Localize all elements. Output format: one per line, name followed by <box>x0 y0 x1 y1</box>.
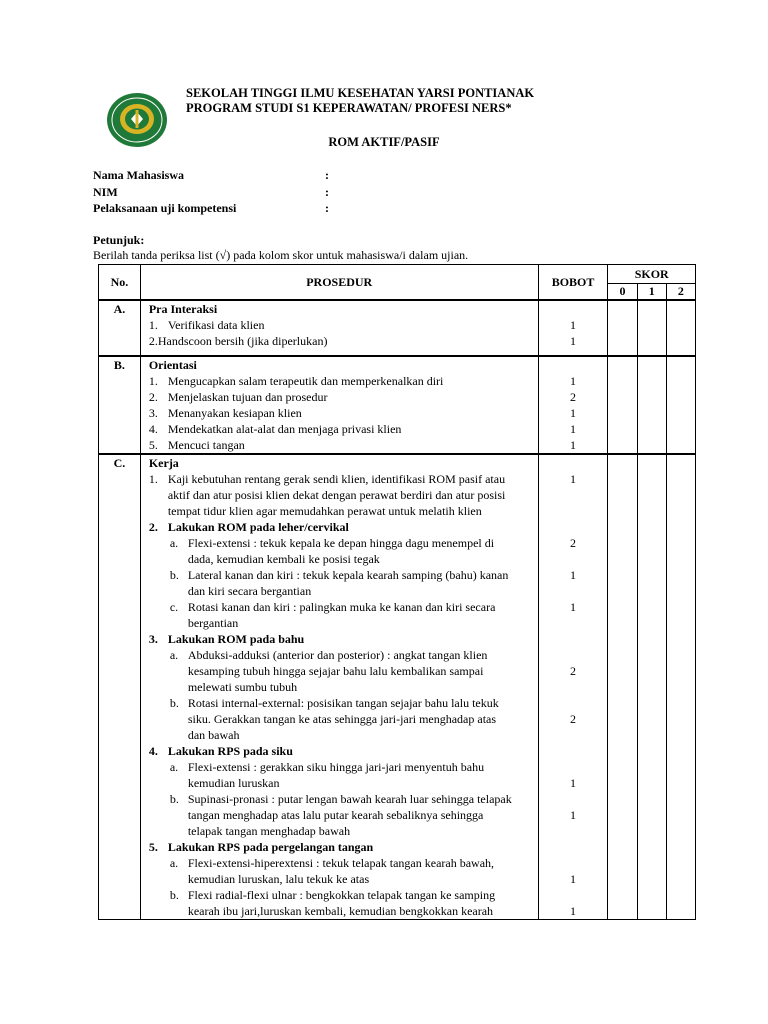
item-text: Mendekatkan alat-alat dan menjaga privasi klien <box>167 422 402 436</box>
student-info-fields <box>93 168 339 218</box>
list-item <box>141 421 538 437</box>
item-number: 2. <box>148 520 158 534</box>
institution-header <box>186 86 534 116</box>
sub-text-cont: kemudian luruskan, lalu tekuk ke atas <box>187 872 370 886</box>
header-prosedur: PROSEDUR <box>140 265 538 301</box>
item-title: Lakukan ROM pada leher/cervikal <box>167 520 349 534</box>
sub-text-cont: kemudian luruskan <box>187 776 280 790</box>
institution-name: SEKOLAH TINGGI ILMU KESEHATAN YARSI PONTIANAK <box>186 86 535 100</box>
sub-letter: a. <box>169 856 179 870</box>
item-number: 4. <box>148 422 158 436</box>
bobot-value: 1 <box>570 438 577 452</box>
sub-text-cont: kesamping tubuh hingga sejajar bahu lalu kembalikan sampai <box>187 664 484 678</box>
sub-text-cont: melewati sumbu tubuh <box>187 680 298 694</box>
skor-cell[interactable] <box>608 454 637 920</box>
field-label: Nama Mahasiswa <box>93 168 185 182</box>
sub-text-cont: dan bawah <box>187 728 240 742</box>
bobot-value: 1 <box>570 600 577 614</box>
item-number: 2. <box>148 390 158 404</box>
section-title: Orientasi <box>148 358 197 372</box>
item-title: Lakukan RPS pada pergelangan tangan <box>167 840 374 854</box>
bobot-value: 1 <box>570 808 577 822</box>
section-number: A. <box>99 300 141 356</box>
section-number: B. <box>99 356 141 454</box>
list-item <box>141 519 538 535</box>
bobot-value: 1 <box>570 472 577 486</box>
sub-text-cont: dan kiri secara bergantian <box>187 584 312 598</box>
item-text: Verifikasi data klien <box>167 318 265 332</box>
assessment-table <box>98 264 696 920</box>
sub-letter: b. <box>169 792 179 806</box>
skor-cell[interactable] <box>666 454 695 920</box>
bobot-value: 2 <box>570 712 577 726</box>
item-title: Lakukan ROM pada bahu <box>167 632 305 646</box>
list-item <box>141 631 538 647</box>
bobot-value: 1 <box>570 422 577 436</box>
table-row-section-a <box>99 300 696 356</box>
header-skor: SKOR <box>608 265 696 284</box>
field-row-pelaksanaan <box>93 201 339 218</box>
sub-item <box>141 759 538 775</box>
bobot-value: 1 <box>570 904 577 918</box>
skor-cell[interactable] <box>637 454 666 920</box>
bobot-value: 2 <box>570 390 577 404</box>
section-procedures <box>140 356 538 454</box>
item-text: Mengucapkan salam terapeutik dan memperkenalkan diri <box>167 374 444 388</box>
sub-item <box>141 535 538 551</box>
list-item <box>141 405 538 421</box>
item-number: 5. <box>148 840 158 854</box>
instructions-heading: Petunjuk: <box>93 233 145 247</box>
sub-text: Flexi-extensi-hiperextensi : tekuk telapak tangan kearah bawah, <box>187 856 495 870</box>
item-number: 1. <box>148 472 158 486</box>
header-skor-2: 2 <box>666 284 695 301</box>
table-row-section-b <box>99 356 696 454</box>
field-row-nama <box>93 168 339 185</box>
sub-text: Rotasi internal-external: posisikan tangan sejajar bahu lalu tekuk <box>187 696 499 710</box>
item-text: Handscoon bersih (jika diperlukan) <box>157 334 328 348</box>
sub-text-cont: kearah ibu jari,luruskan kembali, kemudian bengkokkan kearah <box>187 904 494 918</box>
item-number: 3. <box>148 406 158 420</box>
sub-text-cont: dada, kemudian kembali ke posisi tegak <box>187 552 380 566</box>
section-procedures <box>140 454 538 920</box>
field-colon: : <box>325 201 329 215</box>
item-number: 1. <box>148 374 158 388</box>
item-text: Kaji kebutuhan rentang gerak sendi klien, identifikasi ROM pasif atau <box>167 472 506 486</box>
item-text-cont: aktif dan atur posisi klien dekat dengan perawat berdiri dan atur posisi <box>167 488 506 502</box>
bobot-value: 1 <box>570 776 577 790</box>
bobot-value: 2 <box>570 664 577 678</box>
section-title: Pra Interaksi <box>148 302 218 316</box>
bobot-value: 2 <box>570 536 577 550</box>
sub-item <box>141 599 538 615</box>
sub-text: Abduksi-adduksi (anterior dan posterior) : angkat tangan klien <box>187 648 488 662</box>
list-item <box>141 743 538 759</box>
item-text: Menjelaskan tujuan dan prosedur <box>167 390 328 404</box>
bobot-value: 1 <box>570 406 577 420</box>
header-no: No. <box>99 265 141 301</box>
bobot-value: 1 <box>570 568 577 582</box>
list-item <box>141 317 538 333</box>
program-name: PROGRAM STUDI S1 KEPERAWATAN/ PROFESI NERS* <box>186 101 512 115</box>
sub-text: Lateral kanan dan kiri : tekuk kepala kearah samping (bahu) kanan <box>187 568 509 582</box>
item-title: Lakukan RPS pada siku <box>167 744 293 758</box>
sub-text: Rotasi kanan dan kiri : palingkan muka ke kanan dan kiri secara <box>187 600 496 614</box>
sub-item <box>141 791 538 807</box>
sub-letter: c. <box>169 600 179 614</box>
section-bobot <box>538 300 608 356</box>
item-number: 2. <box>148 334 158 348</box>
field-label: NIM <box>93 184 118 199</box>
header-bobot: BOBOT <box>538 265 608 301</box>
sub-letter: b. <box>169 696 179 710</box>
document-title: ROM AKTIF/PASIF <box>328 135 440 149</box>
instructions <box>93 233 468 263</box>
sub-item <box>141 887 538 903</box>
header-skor-0: 0 <box>608 284 637 301</box>
item-number: 4. <box>148 744 158 758</box>
field-row-nim <box>93 185 339 202</box>
skor-cell[interactable] <box>637 300 666 356</box>
sub-text-cont: bergantian <box>187 616 239 630</box>
sub-text: Supinasi-pronasi : putar lengan bawah kearah luar sehingga telapak <box>187 792 512 806</box>
item-number: 1. <box>148 318 158 332</box>
sub-letter: b. <box>169 888 179 902</box>
sub-item <box>141 647 538 663</box>
sub-text: Flexi-extensi : gerakkan siku hingga jari-jari menyentuh bahu <box>187 760 485 774</box>
bobot-value: 1 <box>570 872 577 886</box>
sub-letter: a. <box>169 648 179 662</box>
skor-cell[interactable] <box>637 356 666 454</box>
list-item <box>141 389 538 405</box>
field-colon: : <box>325 184 329 199</box>
sub-text-cont: siku. Gerakkan tangan ke atas sehingga jari-jari menghadap atas <box>187 712 497 726</box>
sub-text: Flexi radial-flexi ulnar : bengkokkan telapak tangan ke samping <box>187 888 496 902</box>
bobot-value: 1 <box>570 318 577 332</box>
section-title: Kerja <box>148 456 179 470</box>
list-item <box>141 333 538 349</box>
list-item <box>141 437 538 453</box>
table-row-section-c <box>99 454 696 920</box>
header-skor-1: 1 <box>637 284 666 301</box>
sub-letter: a. <box>169 536 179 550</box>
item-number: 5. <box>148 438 158 452</box>
sub-letter: b. <box>169 568 179 582</box>
list-item <box>141 471 538 487</box>
item-text: Mencuci tangan <box>167 438 245 452</box>
item-text-cont: tempat tidur klien agar memudahkan perawat untuk melatih klien <box>167 504 482 518</box>
skor-cell[interactable] <box>608 300 637 356</box>
instructions-text: Berilah tanda periksa list (√) pada kolom skor untuk mahasiswa/i dalam ujian. <box>93 248 469 262</box>
item-number: 3. <box>148 632 158 646</box>
sub-text: Flexi-extensi : tekuk kepala ke depan hingga dagu menempel di <box>187 536 495 550</box>
sub-letter: a. <box>169 760 179 774</box>
bobot-value: 1 <box>570 374 577 388</box>
sub-text-cont: telapak tangan menghadap bawah <box>187 824 351 838</box>
list-item <box>141 839 538 855</box>
sub-item <box>141 567 538 583</box>
sub-item <box>141 855 538 871</box>
field-colon: : <box>325 168 329 182</box>
field-label: Pelaksanaan uji kompetensi <box>93 201 237 215</box>
section-bobot <box>538 454 608 920</box>
skor-cell[interactable] <box>608 356 637 454</box>
sub-text-cont: tangan menghadap atas lalu putar kearah sebaliknya sehingga <box>187 808 484 822</box>
section-procedures <box>140 300 538 356</box>
bobot-value: 1 <box>570 334 577 348</box>
list-item <box>141 373 538 389</box>
skor-cell[interactable] <box>666 356 695 454</box>
section-number: C. <box>99 454 141 920</box>
sub-item <box>141 695 538 711</box>
item-text: Menanyakan kesiapan klien <box>167 406 302 420</box>
section-bobot <box>538 356 608 454</box>
skor-cell[interactable] <box>666 300 695 356</box>
